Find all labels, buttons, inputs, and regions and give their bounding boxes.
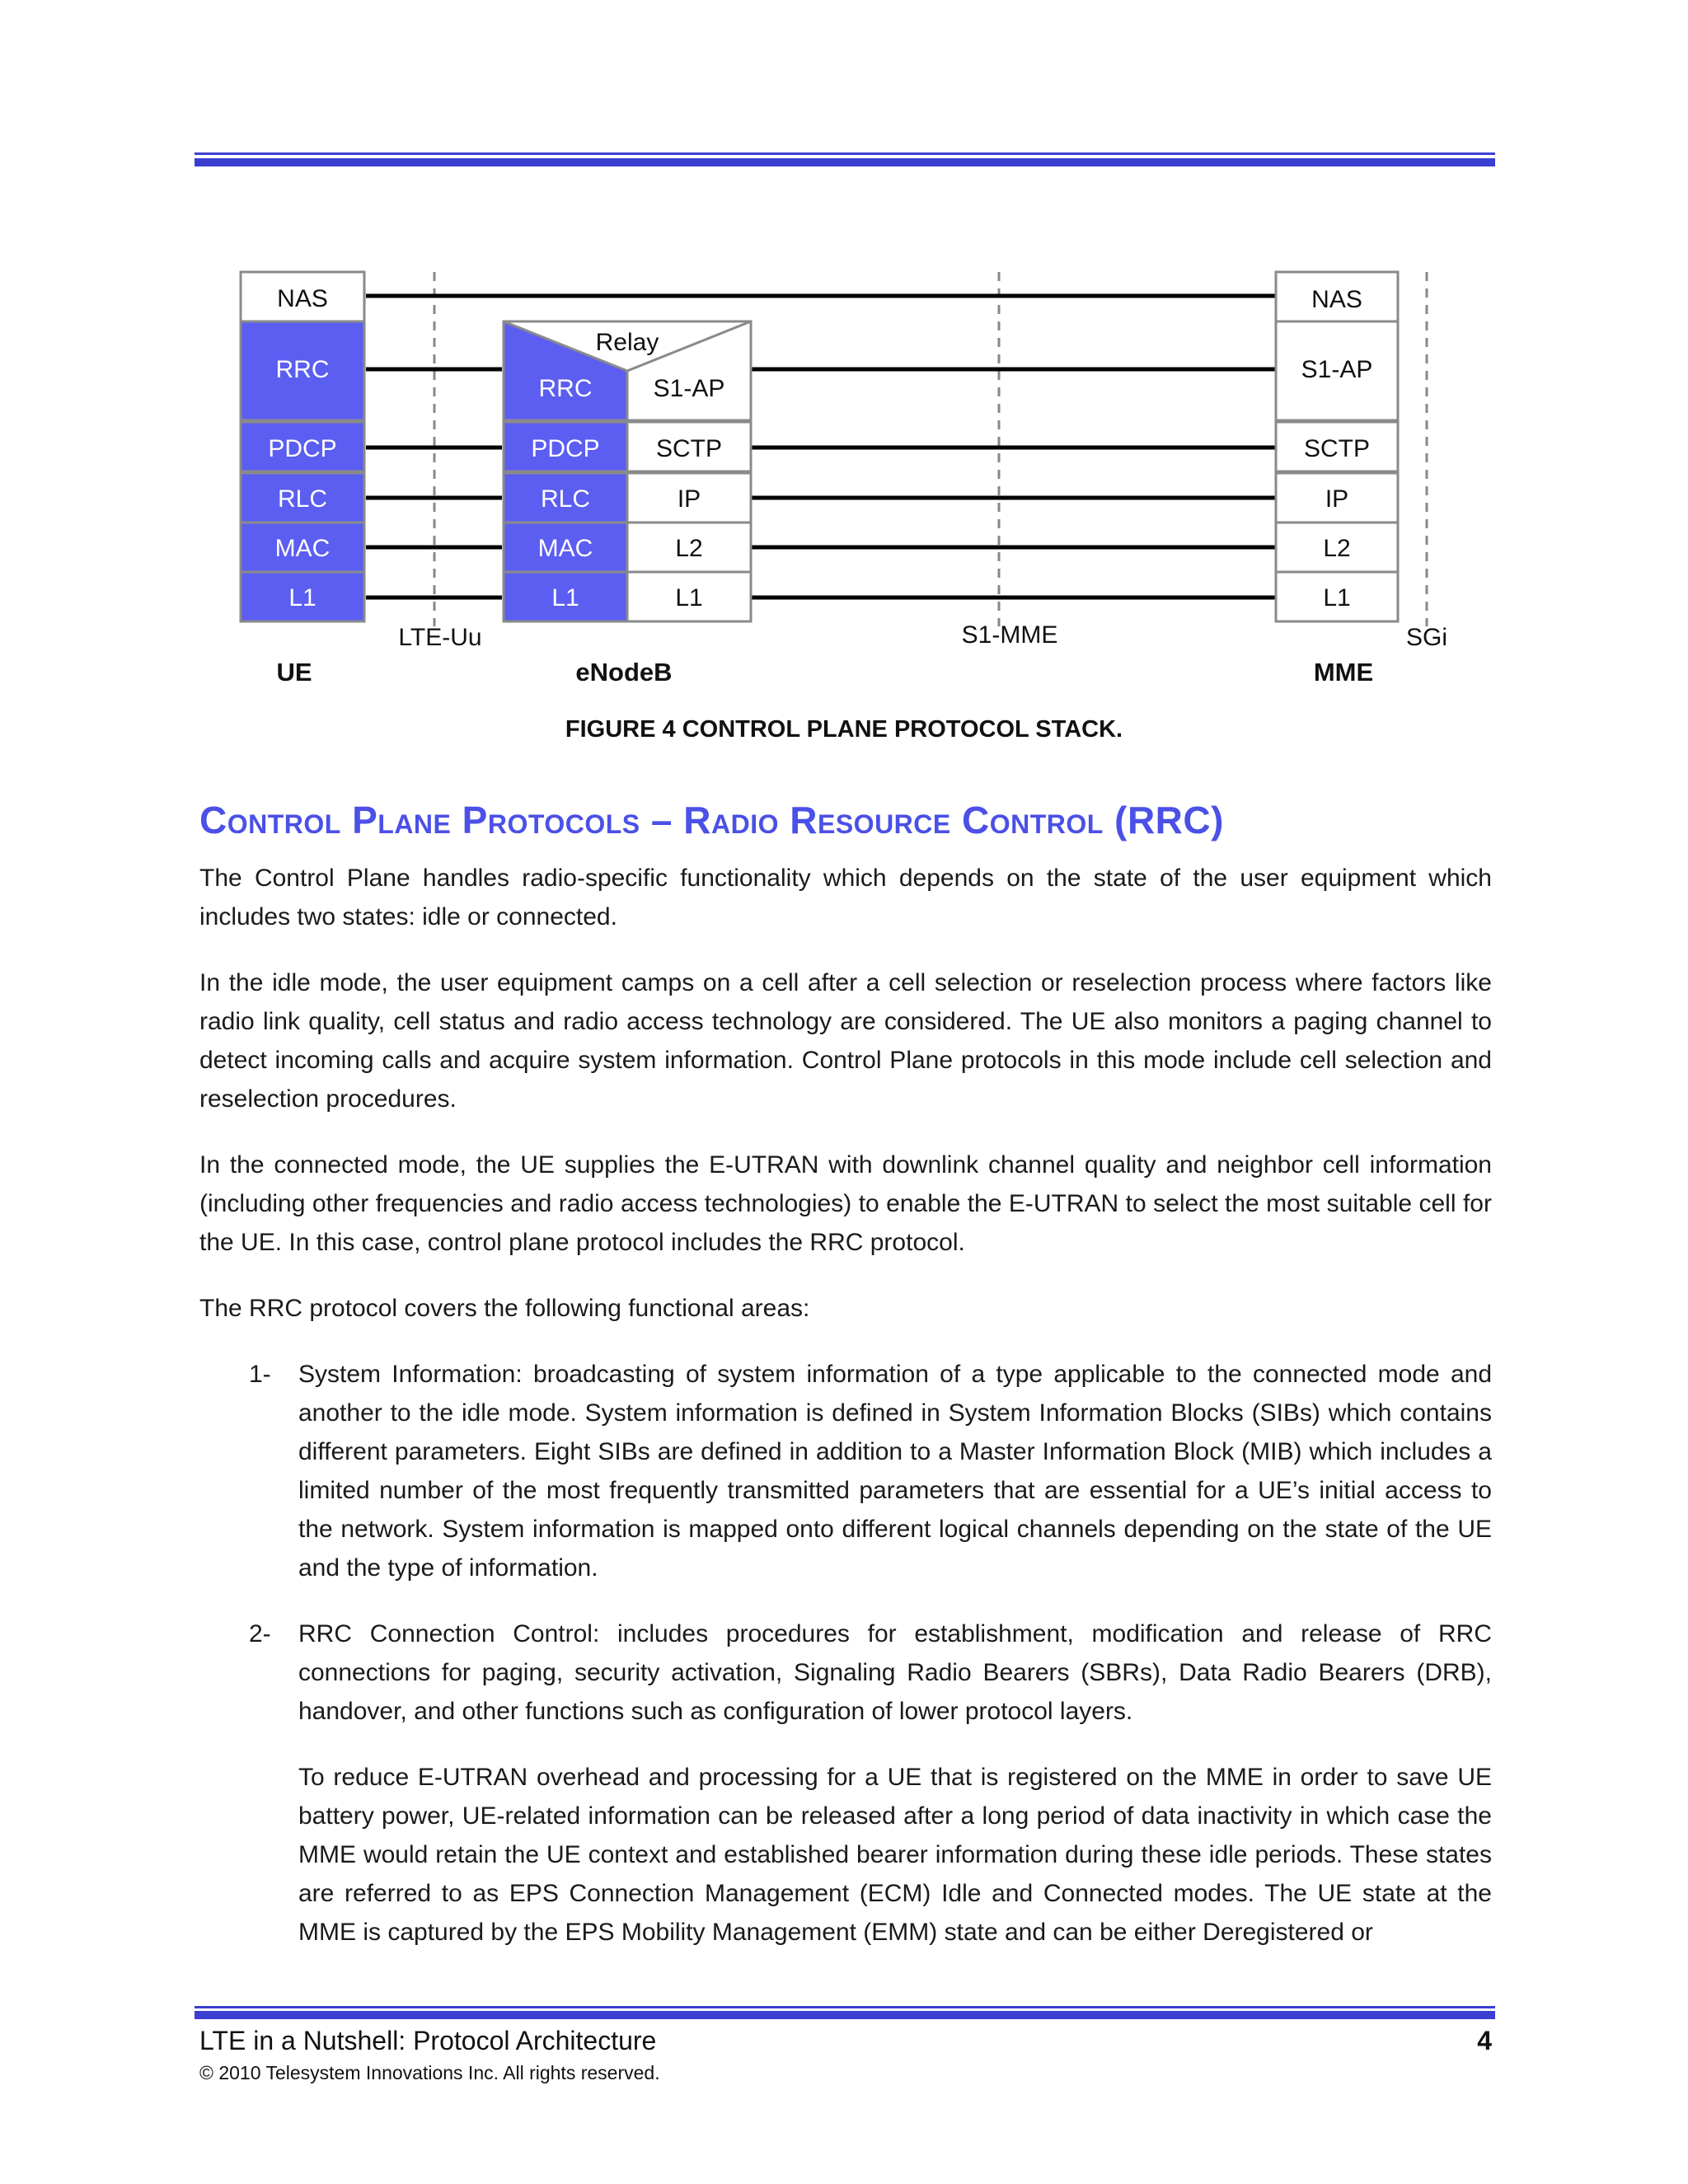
ue-layer-nas: NAS — [277, 285, 328, 312]
indented-paragraph: To reduce E-UTRAN overhead and processing for a UE that is registered on the MME in order to save UE battery power, UE-related information can be released after a long period of data inactivity in which case the MME would retain the UE context and established bearer information during these idle periods. These states are referred to as EPS Connection Management (ECM) Idle and Connected modes. The UE state at the MME is captured by the EPS Mobility Management (EMM) state and can be either Deregistered or — [298, 1764, 1492, 1946]
enb-left-mac: MAC — [537, 535, 593, 562]
enb-left-rrc: RRC — [538, 375, 593, 402]
enb-right-ip: IP — [677, 485, 701, 513]
footer-document-title: LTE in a Nutshell: Protocol Architecture — [199, 2026, 657, 2055]
paragraph: The RRC protocol covers the following functional areas: — [199, 1295, 810, 1322]
mme-layer-nas: NAS — [1311, 286, 1362, 313]
paragraph: In the connected mode, the UE supplies the E-UTRAN with downlink channel quality and neighbor cell information (including other frequencies and radio access technologies) to enable the E-UTRAN to select the most suitable cell for the UE. In this case, control plane protocol includes the RRC protocol. — [199, 1151, 1492, 1256]
mme-layer-ip: IP — [1325, 485, 1349, 513]
mme-stack — [1276, 272, 1398, 621]
enb-right-l2: L2 — [675, 535, 703, 562]
list-item-number: 2- — [249, 1620, 271, 1647]
ue-layer-pdcp: PDCP — [268, 435, 337, 462]
footer-rule-thin — [195, 2006, 1495, 2008]
section-body — [199, 859, 1492, 1979]
list-item-number: 1- — [249, 1361, 271, 1388]
mme-layer-sctp: SCTP — [1303, 435, 1371, 462]
footer-copyright: © 2010 Telesystem Innovations Inc. All rights reserved. — [199, 2062, 660, 2083]
title-word: Control — [199, 799, 353, 841]
enb-left-pdcp: PDCP — [531, 435, 600, 462]
lte-uu-label: LTE-Uu — [398, 624, 482, 651]
enb-left-l1: L1 — [551, 584, 579, 612]
paragraph: The Control Plane handles radio-specific functionality which depends on the state of the user equipment which includes two states: idle or connected. — [199, 865, 1492, 930]
title-dash: – — [640, 799, 684, 841]
functional-areas-list — [199, 1355, 1492, 1731]
ue-layer-mac: MAC — [274, 535, 331, 562]
title-word: Radio — [683, 799, 790, 841]
title-abbrev: (RRC) — [1103, 799, 1224, 841]
title-word: Protocols — [462, 799, 640, 841]
mme-layer-l2: L2 — [1323, 535, 1351, 562]
mme-layer-l1: L1 — [1323, 584, 1351, 612]
paragraph: In the idle mode, the user equipment camps on a cell after a cell selection or reselection process where factors like radio link quality, cell status and radio access technology are considered. The UE also monitors a paging channel to detect incoming calls and acquire system information. Control Plane protocols in this mode include cell selection and reselection procedures. — [199, 969, 1492, 1113]
enb-right-s1ap: S1-AP — [653, 375, 725, 402]
footer-page-number: 4 — [1477, 2026, 1492, 2055]
enb-right-sctp: SCTP — [655, 435, 723, 462]
figure-caption: FIGURE 4 CONTROL PLANE PROTOCOL STACK. — [565, 716, 1123, 743]
ue-layer-l1: L1 — [288, 584, 316, 612]
enodeb-stack — [504, 321, 751, 621]
ue-layer-rrc: RRC — [275, 356, 330, 383]
ue-node-label: UE — [276, 658, 312, 687]
enodeb-node-label: eNodeB — [575, 658, 673, 687]
enb-right-l1: L1 — [675, 584, 703, 612]
list-item — [199, 1355, 1492, 1587]
sgi-label: SGi — [1405, 624, 1448, 651]
list-item-text: RRC Connection Control: includes procedures for establishment, modification and release of RRC connections for paging, security activation, Signaling Radio Bearers (SBRs), Data Radio Bearers (DRB), handover, and other functions such as configuration of lower protocol layers. — [298, 1620, 1492, 1725]
title-word: Resource — [790, 799, 963, 841]
title-word: Plane — [352, 799, 462, 841]
control-plane-protocol-stack-diagram — [0, 0, 1688, 742]
mme-layer-s1ap: S1-AP — [1301, 356, 1373, 383]
title-word: Control — [962, 799, 1104, 841]
list-item-text: System Information: broadcasting of system information of a type applicable to the connected mode and another to the idle mode. System information is defined in System Information Blocks (SIBs) which contains different parameters. Eight SIBs are defined in addition to a Master Information Block (MIB) which includes a limited number of the most frequently transmitted parameters that are essential for a UE’s initial access to the network. System information is mapped onto different logical channels depending on the state of the UE and the type of information. — [298, 1361, 1492, 1582]
enb-left-rlc: RLC — [540, 485, 591, 513]
footer-rule-thick — [195, 2011, 1495, 2019]
list-item — [199, 1615, 1492, 1731]
s1-mme-label: S1-MME — [961, 621, 1058, 649]
ue-stack — [241, 272, 364, 621]
mme-node-label: MME — [1313, 658, 1374, 687]
ue-layer-rlc: RLC — [277, 485, 328, 513]
enb-relay-label: Relay — [595, 329, 659, 356]
section-heading — [199, 798, 1224, 842]
